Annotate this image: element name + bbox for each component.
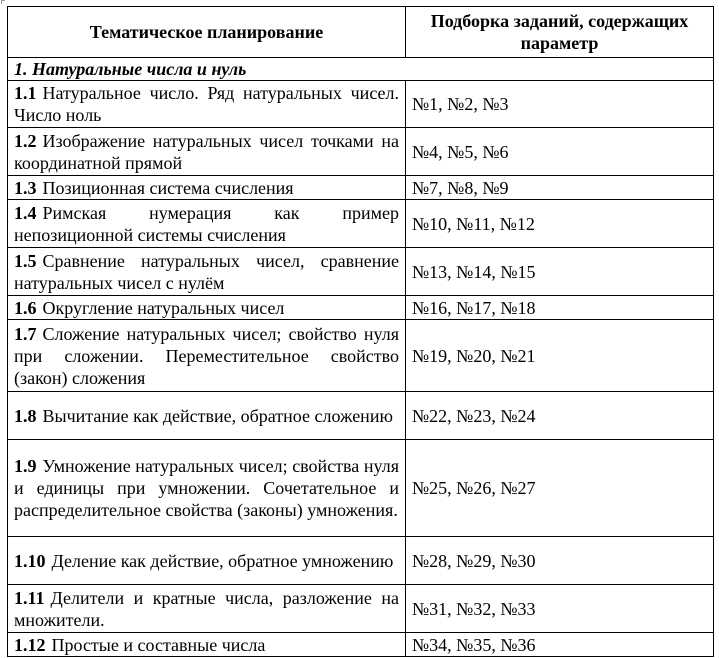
topic-cell xyxy=(8,537,406,585)
tasks-cell: №31, №32, №33 xyxy=(406,585,714,633)
topic-cell xyxy=(8,392,406,440)
section-title: 1. Натуральные числа и нуль xyxy=(8,58,714,81)
table-row xyxy=(8,200,714,248)
table-row xyxy=(8,585,714,633)
topic-cell xyxy=(8,248,406,296)
tasks-cell: №7, №8, №9 xyxy=(406,176,714,200)
tasks-cell: №25, №26, №27 xyxy=(406,440,714,537)
topic-cell xyxy=(8,176,406,200)
topic-cell xyxy=(8,81,406,128)
topic-cell xyxy=(8,128,406,176)
topic-cell xyxy=(8,296,406,320)
tasks-cell: №16, №17, №18 xyxy=(406,296,714,320)
tasks-cell: №10, №11, №12 xyxy=(406,200,714,248)
table-row xyxy=(8,440,714,537)
topic-text: Умножение натуральных чисел; свойства нуля и единицы при умножении. Сочетательное и распределительное свойства (законы) умножения. xyxy=(14,456,399,520)
topic-text: Сравнение натуральных чисел, сравнение натуральных чисел с нулём xyxy=(14,250,399,293)
topic-text: Деление как действие, обратное умножению xyxy=(51,550,394,571)
topic-text: Натуральное число. Ряд натуральных чисел. Число ноль xyxy=(14,83,399,125)
table-row xyxy=(8,320,714,392)
tasks-cell: №19, №20, №21 xyxy=(406,320,714,392)
topic-text: Позиционная система счисления xyxy=(42,177,294,198)
topic-text: Простые и составные числа xyxy=(51,634,266,655)
header-tasks: Подборка заданий, содержащих параметр xyxy=(406,7,714,58)
table-row xyxy=(8,128,714,176)
tasks-cell: №13, №14, №15 xyxy=(406,248,714,296)
section-row xyxy=(8,58,714,81)
planning-table xyxy=(7,6,714,657)
document-corner-mark xyxy=(1,0,5,4)
topic-cell xyxy=(8,585,406,633)
table-row xyxy=(8,296,714,320)
topic-number: 1.1 xyxy=(14,83,37,103)
topic-number: 1.12 xyxy=(14,634,46,655)
table-row xyxy=(8,81,714,128)
tasks-cell: №22, №23, №24 xyxy=(406,392,714,440)
topic-number: 1.9 xyxy=(14,456,37,476)
topic-text: Сложение натуральных чисел; свойство нуля при сложении. Переместительное свойство (закон) сложения xyxy=(14,323,399,388)
topic-cell xyxy=(8,440,406,537)
topic-number: 1.11 xyxy=(14,587,45,608)
topic-text: Делители и кратные числа, разложение на множители. xyxy=(14,587,399,630)
tasks-cell: №34, №35, №36 xyxy=(406,633,714,657)
topic-text: Вычитание как действие, обратное сложению xyxy=(42,405,393,426)
topic-cell xyxy=(8,320,406,392)
table-row xyxy=(8,633,714,657)
table-row xyxy=(8,537,714,585)
table-row xyxy=(8,248,714,296)
topic-number: 1.7 xyxy=(14,323,37,344)
table-header-row xyxy=(8,7,714,58)
header-planning: Тематическое планирование xyxy=(8,7,406,58)
topic-cell xyxy=(8,200,406,248)
topic-number: 1.6 xyxy=(14,297,37,318)
topic-number: 1.2 xyxy=(14,130,37,151)
table-row xyxy=(8,392,714,440)
tasks-cell: №1, №2, №3 xyxy=(406,81,714,128)
tasks-cell: №4, №5, №6 xyxy=(406,128,714,176)
topic-number: 1.4 xyxy=(14,202,37,223)
topic-cell xyxy=(8,633,406,657)
topic-number: 1.3 xyxy=(14,177,37,198)
topic-number: 1.5 xyxy=(14,250,37,271)
tasks-cell: №28, №29, №30 xyxy=(406,537,714,585)
topic-text: Изображение натуральных чисел точками на координатной прямой xyxy=(14,130,399,173)
topic-number: 1.10 xyxy=(14,550,46,571)
topic-text: Римская нумерация как пример непозиционной системы счисления xyxy=(14,202,399,245)
topic-text: Округление натуральных чисел xyxy=(42,297,285,318)
table-row xyxy=(8,176,714,200)
topic-number: 1.8 xyxy=(14,405,37,426)
